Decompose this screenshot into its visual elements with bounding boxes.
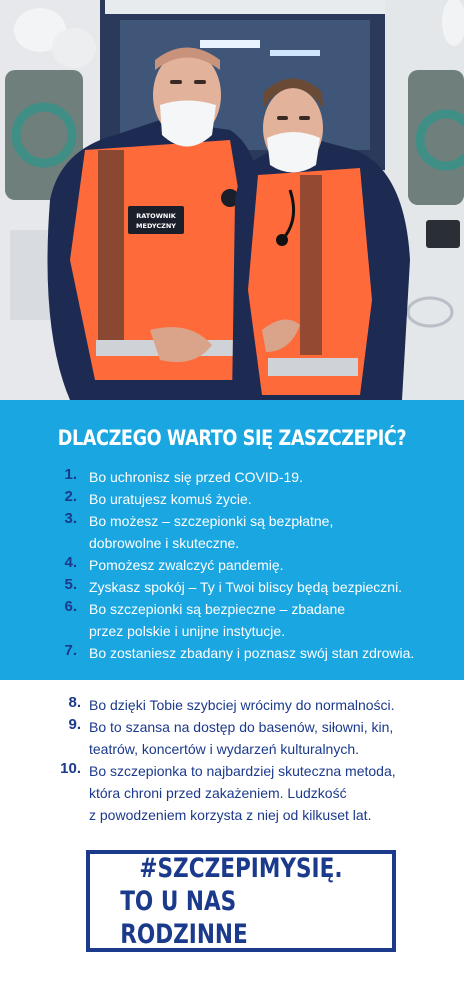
reason-number: 1. [64, 466, 77, 483]
reason-number: 3. [64, 510, 77, 527]
hashtag-line-2: TO U NAS RODZINNE [120, 885, 248, 950]
reason-item-6 [0, 598, 464, 642]
reason-text: z powodzeniem korzysta z niej od kilkuset lat. [89, 807, 372, 823]
reason-item-8 [0, 694, 464, 716]
reason-number: 5. [64, 576, 77, 593]
reason-text: Bo uratujesz komuś życie. [89, 491, 252, 507]
reason-number: 6. [64, 598, 77, 615]
hero-photo [0, 0, 464, 400]
reason-text: Pomożesz zwalczyć pandemię. [89, 557, 284, 573]
reason-number: 10. [60, 760, 81, 777]
reason-item-10 [0, 760, 464, 826]
reason-item-2 [0, 488, 464, 510]
reason-item-4 [0, 554, 464, 576]
reason-item-1 [0, 466, 464, 488]
reason-text: Bo szczepionka to najbardziej skuteczna metoda, [89, 763, 396, 779]
reason-item-9 [0, 716, 464, 760]
reason-number: 7. [64, 642, 77, 659]
reason-number: 4. [64, 554, 77, 571]
reason-text: dobrowolne i skuteczne. [89, 535, 240, 551]
reason-text: Bo uchronisz się przed COVID-19. [89, 469, 303, 485]
reason-text: Zyskasz spokój – Ty i Twoi bliscy będą bezpieczni. [89, 579, 403, 595]
hashtag-box [86, 850, 396, 952]
svg-text:MEDYCZNY: MEDYCZNY [136, 222, 176, 230]
hashtag-line-1: #SZCZEPIMYSIĘ. [139, 852, 343, 884]
reason-text: Bo to szansa na dostęp do basenów, siłowni, kin, [89, 719, 394, 735]
reason-item-5 [0, 576, 464, 598]
svg-text:RATOWNIK: RATOWNIK [136, 212, 176, 220]
reason-text: teatrów, koncertów i wydarzeń kulturalnych. [89, 741, 360, 757]
reason-number: 8. [68, 694, 81, 711]
reason-number: 2. [64, 488, 77, 505]
reason-text: Bo możesz – szczepionki są bezpłatne, [89, 513, 334, 529]
reason-text: która chroni przed zakażeniem. Ludzkość [89, 785, 347, 801]
reasons-list-blue [0, 466, 464, 664]
headline: DLACZEGO WARTO SIĘ ZASZCZEPIĆ? [57, 426, 407, 450]
reason-text: Bo dzięki Tobie szybciej wrócimy do normalności. [89, 697, 395, 713]
reason-text: przez polskie i unijne instytucje. [89, 623, 286, 639]
reason-item-7 [0, 642, 464, 664]
reason-number: 9. [68, 716, 81, 733]
reason-text: Bo szczepionki są bezpieczne – zbadane [89, 601, 346, 617]
reason-text: Bo zostaniesz zbadany i poznasz swój stan zdrowia. [89, 645, 415, 661]
reason-item-3 [0, 510, 464, 554]
paramedics-illustration [0, 0, 464, 400]
reasons-list-white [0, 694, 464, 826]
